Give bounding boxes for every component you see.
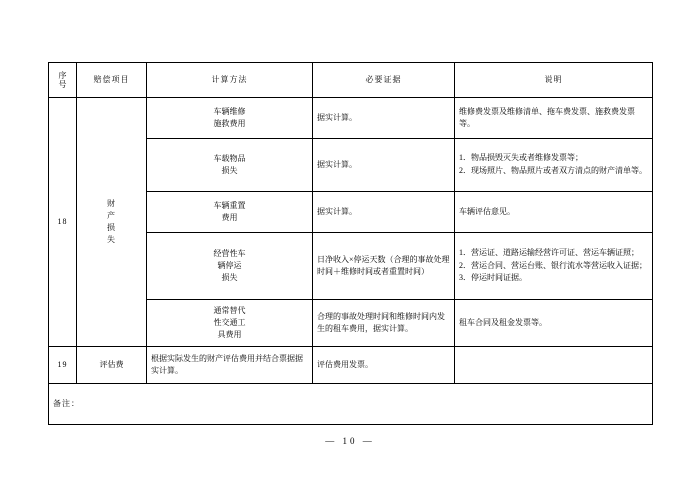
item-line: 辆停运 (217, 261, 242, 270)
subrow-evidence: 维修费发票及维修清单、拖车费发票、施救费发票等。 (455, 98, 653, 139)
page-number: — 10 — (325, 436, 375, 446)
category-char-1: 财 (107, 199, 116, 208)
row-evidence-19: 评估费用发票。 (313, 347, 455, 384)
evidence-list (459, 152, 648, 178)
item-line: 通常替代 (213, 306, 246, 315)
evidence-list (459, 247, 648, 285)
item-line: 费用 (221, 213, 238, 222)
subrow-item (147, 139, 313, 192)
evidence-item: 1．营运证、道路运输经营许可证、营运车辆证照； (459, 247, 639, 257)
remark-row (49, 384, 653, 425)
subrow-evidence: 租车合同及租金发票等。 (455, 300, 653, 347)
compensation-table (48, 62, 653, 425)
header-seq-line2: 号 (58, 80, 67, 89)
evidence-item: 3．停运时间证据。 (459, 273, 527, 283)
subrow-evidence (455, 139, 653, 192)
item-line: 车辆维修 (213, 107, 246, 116)
header-item: 赔偿项目 (77, 63, 147, 98)
header-evidence: 必要证据 (313, 63, 455, 98)
table-header-row (49, 63, 653, 98)
item-line: 性交通工 (213, 318, 246, 327)
subrow-item (147, 98, 313, 139)
item-line: 损失 (221, 273, 238, 282)
table-row (49, 347, 653, 384)
item-line: 车辆重置 (213, 201, 246, 210)
row-seq-18: 18 (49, 98, 77, 347)
row-category-18 (77, 98, 147, 347)
subrow-calc: 据实计算。 (313, 139, 455, 192)
subrow-item (147, 233, 313, 300)
item-line: 具费用 (217, 330, 242, 339)
category-char-3: 损 (107, 223, 116, 232)
subrow-calc: 合理的事故处理时间和维修时间内发生的租车费用，据实计算。 (313, 300, 455, 347)
subrow-calc: 据实计算。 (313, 192, 455, 233)
subrow-calc: 据实计算。 (313, 98, 455, 139)
item-line: 经营性车 (213, 249, 246, 258)
item-line: 车载物品 (213, 154, 246, 163)
evidence-item: 1．物品损毁灭失或者维修发票等； (459, 153, 583, 163)
row-item-19: 评估费 (77, 347, 147, 384)
subrow-item (147, 192, 313, 233)
header-note: 说明 (455, 63, 653, 98)
row-seq-19: 19 (49, 347, 77, 384)
remark-label: 备注： (49, 384, 653, 425)
subrow-evidence (455, 233, 653, 300)
item-line: 损失 (221, 166, 238, 175)
evidence-item: 2．营运合同、营运台账、银行流水等营运收入证据； (459, 260, 647, 270)
table-row (49, 98, 653, 139)
row-note-19 (455, 347, 653, 384)
compensation-table-wrapper (48, 62, 652, 425)
header-calc: 计算方法 (147, 63, 313, 98)
subrow-evidence: 车辆评估意见。 (455, 192, 653, 233)
subrow-item (147, 300, 313, 347)
row-calc-19: 根据实际发生的财产评估费用并结合票据据实计算。 (147, 347, 313, 384)
item-line: 施救费用 (213, 119, 246, 128)
category-char-2: 产 (107, 211, 116, 220)
header-seq (49, 63, 77, 98)
subrow-calc: 日净收入×停运天数（合理的事故处理时间＋维修时间或者重置时间） (313, 233, 455, 300)
evidence-item: 2．现场照片、物品照片或者双方清点的财产清单等。 (459, 166, 647, 175)
header-seq-line1: 序 (58, 70, 67, 80)
category-char-4: 失 (107, 235, 116, 244)
